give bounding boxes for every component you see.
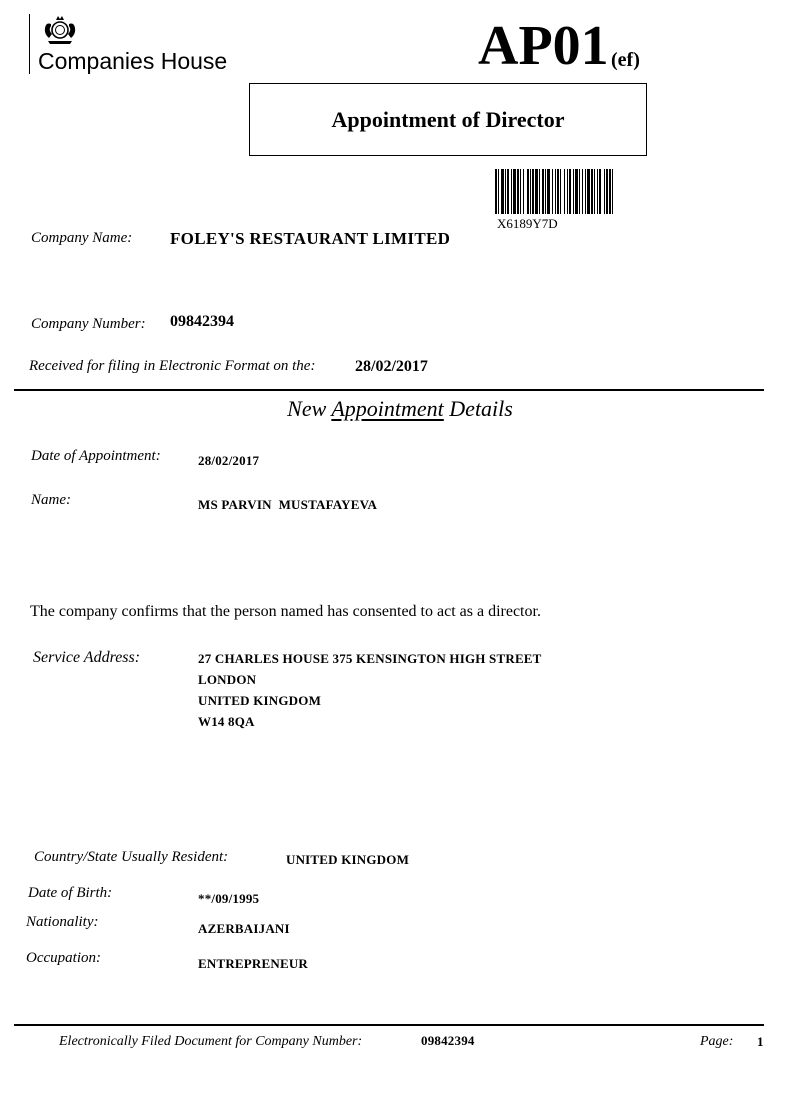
barcode-bar [606, 169, 608, 214]
barcode-bar [527, 169, 529, 214]
barcode-bar [535, 169, 538, 214]
barcode-text: X6189Y7D [497, 216, 558, 231]
consent-statement: The company confirms that the person named has consented to act as a director. [30, 603, 541, 620]
address-line: UNITED KINGDOM [198, 693, 322, 708]
dob-label: Date of Birth: [28, 885, 113, 901]
barcode-bar [507, 169, 509, 214]
barcode-bar [585, 169, 586, 214]
page-label: Page: [700, 1034, 734, 1049]
company-number-label: Company Number: [31, 316, 146, 332]
barcode-bar [597, 169, 598, 214]
appointment-date-value: 28/02/2017 [198, 453, 260, 468]
barcode-bar [505, 169, 506, 214]
footer-filed-label: Electronically Filed Document for Company Number: [59, 1034, 363, 1049]
divider-top [14, 389, 764, 391]
form-suffix: (ef) [611, 49, 640, 71]
barcode-bar [552, 169, 553, 214]
barcode-bar [567, 169, 568, 214]
divider-footer [14, 1024, 764, 1026]
page-number: 1 [757, 1034, 764, 1049]
barcode-bar [501, 169, 504, 214]
barcode-bar [523, 169, 524, 214]
barcode-bar [573, 169, 574, 214]
barcode-bar [599, 169, 601, 214]
name-label: Name: [31, 492, 71, 508]
address-line: LONDON [198, 672, 257, 687]
barcode-bar [547, 169, 550, 214]
section-title-post: Details [443, 396, 513, 421]
barcode-bar [604, 169, 605, 214]
org-name: Companies House [38, 48, 228, 74]
barcode [495, 169, 725, 214]
barcode-bar [545, 169, 546, 214]
barcode-bar [532, 169, 534, 214]
section-title-underlined: Appointment [331, 396, 444, 421]
service-address-label: Service Address: [33, 649, 141, 666]
barcode-bar [560, 169, 561, 214]
barcode-bar [582, 169, 583, 214]
form-code: AP01 [478, 15, 609, 77]
form-title: Appointment of Director [331, 106, 565, 132]
dob-value: **/09/1995 [198, 891, 260, 906]
section-title [0, 396, 800, 422]
barcode-bar [542, 169, 544, 214]
residence-value: UNITED KINGDOM [286, 852, 410, 867]
barcode-bar [564, 169, 565, 214]
occupation-label: Occupation: [26, 950, 101, 966]
barcode-bar [594, 169, 595, 214]
appointment-date-label: Date of Appointment: [31, 448, 161, 464]
barcode-bar [569, 169, 571, 214]
company-name-label: Company Name: [31, 230, 133, 246]
royal-crest-icon [38, 12, 82, 48]
occupation-value: ENTREPRENEUR [198, 956, 309, 971]
barcode-bar [513, 169, 516, 214]
company-number-value: 09842394 [170, 313, 234, 330]
barcode-bar [555, 169, 556, 214]
company-name-value: FOLEY'S RESTAURANT LIMITED [170, 229, 451, 248]
form-title-box [249, 83, 647, 156]
barcode-bar [539, 169, 540, 214]
logo-divider [29, 14, 30, 74]
barcode-bar [498, 169, 499, 214]
footer-company-number: 09842394 [421, 1033, 475, 1048]
section-title-pre: New [287, 396, 332, 421]
service-address [198, 648, 542, 732]
received-value: 28/02/2017 [355, 358, 428, 375]
barcode-bar [495, 169, 497, 214]
residence-label: Country/State Usually Resident: [34, 849, 229, 865]
barcode-bar [609, 169, 611, 214]
barcode-bar [517, 169, 519, 214]
name-value: MS PARVIN MUSTAFAYEVA [198, 497, 378, 512]
barcode-bar [520, 169, 521, 214]
received-label: Received for filing in Electronic Format on the: [29, 358, 316, 374]
barcode-bar [511, 169, 512, 214]
nationality-value: AZERBAIJANI [198, 921, 290, 936]
barcode-bar [579, 169, 580, 214]
barcode-bar [587, 169, 590, 214]
barcode-bar [612, 169, 613, 214]
barcode-bar [575, 169, 578, 214]
barcode-bar [591, 169, 593, 214]
barcode-bar [530, 169, 531, 214]
barcode-bar [557, 169, 559, 214]
address-line: W14 8QA [198, 714, 255, 729]
nationality-label: Nationality: [26, 914, 99, 930]
address-line: 27 CHARLES HOUSE 375 KENSINGTON HIGH STREET [198, 651, 542, 666]
